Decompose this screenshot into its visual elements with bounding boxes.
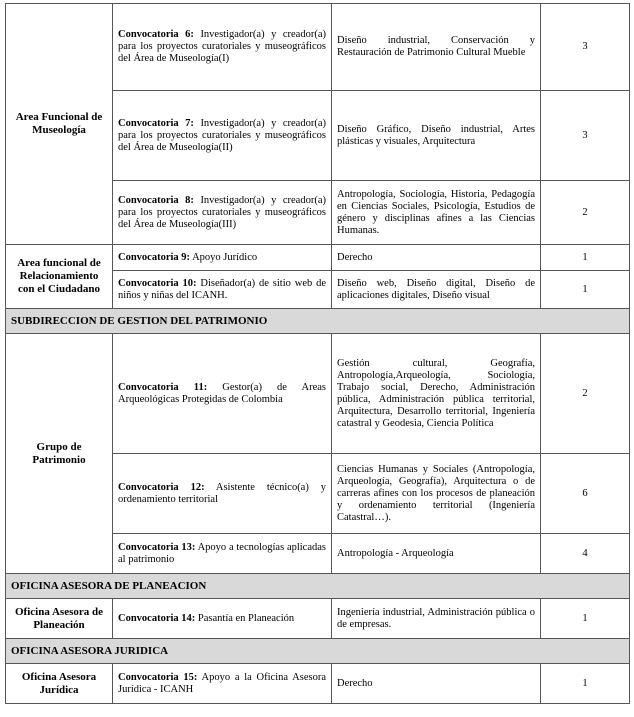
vacancies-cell: 6	[541, 454, 630, 534]
area-cell: Oficina Asesora de Planeación	[6, 599, 113, 639]
convocatoria-number: Convocatoria 6:	[118, 29, 194, 40]
convocatoria-description: Investigador(a) y creador(a) para los proyectos curatoriales y museográficos del Área de Museología(II)	[118, 117, 326, 153]
profession-cell: Antropología - Arqueología	[332, 534, 541, 574]
table-row	[6, 664, 630, 704]
convocatoria-cell	[113, 4, 332, 91]
area-cell: Grupo de Patrimonio	[6, 334, 113, 574]
vacancies-cell: 1	[541, 599, 630, 639]
convocatoria-number: Convocatoria 9:	[118, 251, 191, 263]
area-cell: Area funcional de Relacionamiento con el Ciudadano	[6, 245, 113, 309]
convocatoria-number: Convocatoria 10:	[118, 277, 197, 289]
area-cell: Oficina Asesora Jurídica	[6, 664, 113, 704]
section-title: SUBDIRECCION DE GESTION DEL PATRIMONIO	[6, 309, 630, 334]
convocatoria-description: Gestor(a) de Areas Arqueológicas Protegidas de Colombia	[118, 381, 326, 405]
section-header-row	[6, 574, 630, 599]
convocatoria-cell	[113, 534, 332, 574]
convocatorias-table	[5, 3, 630, 704]
convocatoria-cell	[113, 91, 332, 181]
vacancies-cell: 1	[541, 664, 630, 704]
vacancies-cell: 1	[541, 271, 630, 309]
table-row	[6, 245, 630, 271]
profession-cell: Diseño web, Diseño digital, Diseño de aplicaciones digitales, Diseño visual	[332, 271, 541, 309]
convocatoria-description: Diseñador(a) de sitio web de niños y niñas del ICANH.	[118, 277, 326, 301]
convocatoria-cell	[113, 454, 332, 534]
convocatoria-cell	[113, 245, 332, 271]
profession-cell: Gestión cultural, Geografía, Antropología,Arqueología, Sociología, Trabajo social, Derecho, Administración pública, Administración pública territorial, Arquitectura, Desarrollo territorial, Ingeniería catastral y Geodesia, Ciencia Política	[332, 334, 541, 454]
area-cell: Area Funcional de Museología	[6, 4, 113, 245]
convocatoria-cell	[113, 599, 332, 639]
profession-cell: Derecho	[332, 664, 541, 704]
convocatoria-description: Investigador(a) y creador(a) para los proyectos curatoriales y museográficos del Área de Museología(III)	[118, 194, 326, 230]
convocatoria-number: Convocatoria 8:	[118, 194, 194, 206]
profession-cell: Ingeniería industrial, Administración pública o de empresas.	[332, 599, 541, 639]
convocatoria-description: Pasantía en Planeación	[195, 612, 295, 624]
profession-cell: Diseño Gráfico, Diseño industrial, Artes plásticas y visuales, Arquitectura	[332, 91, 541, 181]
profession-cell: Ciencias Humanas y Sociales (Antropología, Arqueología, Geografía), Arquitectura o de carreras afines con los procesos de planeación y ordenamiento territorial (Ingeniería Catastral…).	[332, 454, 541, 534]
convocatoria-number: Convocatoria 13:	[118, 541, 196, 553]
vacancies-cell: 1	[541, 245, 630, 271]
vacancies-cell: 2	[541, 334, 630, 454]
convocatoria-number: Convocatoria 7:	[118, 117, 194, 129]
table-row	[6, 4, 630, 91]
table-row	[6, 334, 630, 454]
section-title: OFICINA ASESORA JURIDICA	[6, 639, 630, 664]
profession-cell: Diseño industrial, Conservación y Restauración de Patrimonio Cultural Mueble	[332, 4, 541, 91]
convocatoria-number: Convocatoria 15:	[118, 671, 198, 683]
profession-cell: Antropología, Sociología, Historia, Pedagogía en Ciencias Sociales, Psicología, Estudios de género y disciplinas afines a las Ciencias Humanas.	[332, 181, 541, 245]
vacancies-cell: 3	[541, 4, 630, 91]
convocatoria-description: Investigador(a) y creador(a) para los proyectos curatoriales y museográficos del Área de Museología(I)	[118, 29, 326, 64]
vacancies-cell: 3	[541, 91, 630, 181]
convocatoria-description: Apoyo a la Oficina Asesora Jurídica - ICANH	[118, 671, 326, 695]
convocatoria-number: Convocatoria 12:	[118, 481, 205, 493]
convocatoria-description: Apoyo Jurídico	[190, 251, 258, 263]
section-header-row	[6, 309, 630, 334]
convocatoria-cell	[113, 181, 332, 245]
convocatoria-cell	[113, 334, 332, 454]
vacancies-cell: 4	[541, 534, 630, 574]
vacancies-cell: 2	[541, 181, 630, 245]
convocatoria-description: Apoyo a tecnologías aplicadas al patrimonio	[118, 541, 327, 565]
section-header-row	[6, 639, 630, 664]
convocatoria-cell	[113, 271, 332, 309]
convocatoria-number: Convocatoria 11:	[118, 381, 208, 393]
table-row	[6, 599, 630, 639]
convocatoria-cell	[113, 664, 332, 704]
convocatoria-description: Asistente técnico(a) y ordenamiento territorial	[118, 481, 326, 505]
section-title: OFICINA ASESORA DE PLANEACION	[6, 574, 630, 599]
profession-cell: Derecho	[332, 245, 541, 271]
convocatoria-number: Convocatoria 14:	[118, 612, 196, 624]
